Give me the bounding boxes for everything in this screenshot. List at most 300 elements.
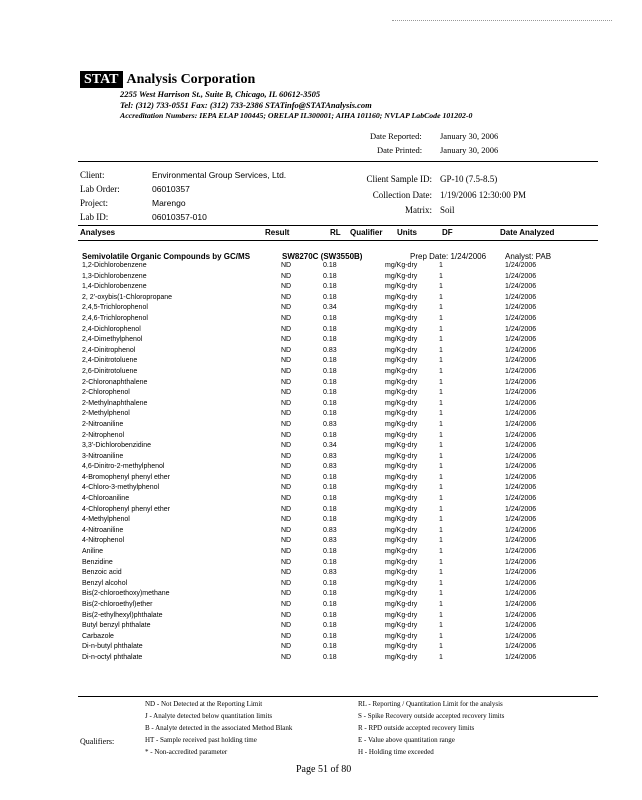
df-cell: 1 [439,632,443,640]
analyte-name: 4-Chlorophenyl phenyl ether [82,505,170,513]
result-cell: ND [281,590,292,598]
df-cell: 1 [439,272,443,280]
lab-order-label: Lab Order: [80,184,120,194]
analyte-name: 2-Chlorophenol [82,389,130,397]
analyte-name: 4-Methylphenol [82,516,130,524]
date-analyzed-cell: 1/24/2006 [505,346,537,354]
rl-cell: 0.18 [323,611,337,619]
result-cell: ND [281,420,292,428]
result-cell: ND [281,526,292,534]
result-cell: ND [281,389,292,397]
collection-date-label: Collection Date: [372,190,432,200]
units-cell: mg/Kg-dry [385,283,418,291]
result-cell: ND [281,410,292,418]
table-row [0,442,642,453]
client-label: Client: [80,170,105,180]
analyte-name: 2,4-Dinitrophenol [82,346,136,354]
rl-cell: 0.83 [323,346,337,354]
table-row [0,633,642,644]
df-cell: 1 [439,653,443,661]
analyte-name: Bis(2-chloroethyl)ether [82,601,153,608]
result-cell: ND [281,431,292,439]
date-analyzed-cell: 1/24/2006 [505,336,537,344]
table-header-rule [78,240,598,241]
rl-cell: 0.18 [323,643,337,651]
analyte-name: Aniline [82,548,104,556]
analyte-name: Butyl benzyl phthalate [82,622,151,630]
date-analyzed-cell: 1/24/2006 [505,537,537,545]
col-analyses: Analyses [80,228,116,237]
df-cell: 1 [439,262,443,269]
analyte-name: 4-Nitroaniline [82,526,124,534]
result-cell: ND [281,611,292,619]
analyte-name: 3,3'-Dichlorobenzidine [82,442,152,450]
table-row [0,368,642,379]
df-cell: 1 [439,495,443,503]
collection-date-value: 1/19/2006 12:30:00 PM [440,190,527,200]
rl-cell: 0.18 [323,516,337,524]
company-contact: Tel: (312) 733-0551 Fax: (312) 733-2386 STATinfo@STATAnalysis.com [120,100,372,110]
table-row [0,389,642,400]
date-analyzed-cell: 1/24/2006 [505,357,537,365]
company-accreditation: Accreditation Numbers: IEPA ELAP 100445; ORELAP IL300001; AIHA 101160; NVLAP LabCode 101202-0 [120,111,473,120]
analyte-name: 2,4,5-Trichlorophenol [82,304,148,312]
date-analyzed-cell: 1/24/2006 [505,410,537,418]
units-cell: mg/Kg-dry [385,548,418,556]
analyte-name: 3-Nitroaniline [82,452,124,460]
rl-cell: 0.18 [323,410,337,418]
analyte-name: Di-n-octyl phthalate [82,653,143,661]
df-cell: 1 [439,601,443,608]
units-cell: mg/Kg-dry [385,420,418,428]
rl-cell: 0.18 [323,357,337,365]
df-cell: 1 [439,558,443,566]
df-cell: 1 [439,526,443,534]
units-cell: mg/Kg-dry [385,601,418,608]
units-cell: mg/Kg-dry [385,357,418,365]
table-row [0,559,642,570]
table-row [0,590,642,601]
date-analyzed-cell: 1/24/2006 [505,632,537,640]
result-cell: ND [281,516,292,524]
units-cell: mg/Kg-dry [385,484,418,492]
result-cell: ND [281,579,292,587]
table-row [0,580,642,591]
table-row [0,654,642,665]
result-cell: ND [281,293,292,301]
units-cell: mg/Kg-dry [385,579,418,587]
result-cell: ND [281,473,292,481]
result-cell: ND [281,569,292,577]
result-cell: ND [281,601,292,608]
table-row [0,294,642,305]
table-row [0,304,642,315]
analyte-name: 2-Methylphenol [82,410,130,418]
df-cell: 1 [439,590,443,598]
qualifier-right-0: RL - Reporting / Quantitation Limit for the analysis [358,700,503,708]
date-analyzed-cell: 1/24/2006 [505,653,537,661]
units-cell: mg/Kg-dry [385,516,418,524]
lab-id-value: 06010357-010 [152,212,207,222]
date-analyzed-cell: 1/24/2006 [505,314,537,322]
date-analyzed-cell: 1/24/2006 [505,262,537,269]
units-cell: mg/Kg-dry [385,336,418,344]
df-cell: 1 [439,484,443,492]
analyte-name: 4-Nitrophenol [82,537,125,545]
col-units: Units [397,228,417,237]
result-cell: ND [281,653,292,661]
analyte-name: Bis(2-ethylhexyl)phthalate [82,611,163,619]
analyte-name: 2, 2'-oxybis(1-Chloropropane [82,293,173,301]
qualifier-left-3: HT - Sample received past holding time [145,736,257,744]
header-divider [78,161,598,162]
date-analyzed-cell: 1/24/2006 [505,622,537,630]
rl-cell: 0.18 [323,484,337,492]
date-analyzed-cell: 1/24/2006 [505,325,537,333]
date-analyzed-cell: 1/24/2006 [505,420,537,428]
units-cell: mg/Kg-dry [385,293,418,301]
result-cell: ND [281,548,292,556]
df-cell: 1 [439,389,443,397]
rl-cell: 0.18 [323,495,337,503]
units-cell: mg/Kg-dry [385,643,418,651]
units-cell: mg/Kg-dry [385,463,418,471]
date-analyzed-cell: 1/24/2006 [505,293,537,301]
df-cell: 1 [439,399,443,407]
date-analyzed-cell: 1/24/2006 [505,643,537,651]
units-cell: mg/Kg-dry [385,399,418,407]
rl-cell: 0.83 [323,537,337,545]
company-name: Analysis Corporation [126,71,256,87]
analyte-name: Benzoic acid [82,569,122,577]
table-row [0,612,642,623]
df-cell: 1 [439,410,443,418]
result-cell: ND [281,643,292,651]
units-cell: mg/Kg-dry [385,569,418,577]
project-label: Project: [80,198,108,208]
prep-date: Prep Date: 1/24/2006 [410,252,487,261]
matrix-label: Matrix: [405,205,432,215]
col-date-analyzed: Date Analyzed [500,228,555,237]
table-row [0,273,642,284]
units-cell: mg/Kg-dry [385,473,418,481]
rl-cell: 0.18 [323,272,337,280]
analyte-name: Carbazole [82,632,114,640]
units-cell: mg/Kg-dry [385,367,418,375]
date-analyzed-cell: 1/24/2006 [505,378,537,386]
analyte-name: 2-Chloronaphthalene [82,378,148,386]
units-cell: mg/Kg-dry [385,272,418,280]
table-row [0,643,642,654]
matrix-value: Soil [440,205,455,215]
analyte-name: Di-n-butyl phthalate [82,643,143,651]
table-row [0,495,642,506]
qualifier-right-3: E - Value above quantitation range [358,736,455,744]
rl-cell: 0.18 [323,378,337,386]
date-analyzed-cell: 1/24/2006 [505,442,537,450]
result-cell: ND [281,378,292,386]
date-analyzed-cell: 1/24/2006 [505,601,537,608]
df-cell: 1 [439,505,443,513]
units-cell: mg/Kg-dry [385,262,418,269]
col-result: Result [265,228,290,237]
method-code: SW8270C (SW3550B) [282,252,363,261]
df-cell: 1 [439,314,443,322]
table-row [0,347,642,358]
qualifiers-label: Qualifiers: [80,737,115,746]
table-row [0,400,642,411]
df-cell: 1 [439,452,443,460]
analyte-name: 1,2-Dichlorobenzene [82,262,147,269]
rl-cell: 0.18 [323,399,337,407]
result-cell: ND [281,558,292,566]
date-analyzed-cell: 1/24/2006 [505,516,537,524]
rl-cell: 0.18 [323,590,337,598]
table-row [0,453,642,464]
df-cell: 1 [439,473,443,481]
units-cell: mg/Kg-dry [385,304,418,312]
company-logo [80,71,255,88]
rl-cell: 0.18 [323,325,337,333]
analyte-name: 4,6-Dinitro-2-methylphenol [82,463,165,471]
analyte-name: 2,4-Dimethylphenol [82,336,143,344]
qualifier-left-4: * - Non-accredited parameter [145,748,228,756]
date-printed-value: January 30, 2006 [440,145,499,155]
result-cell: ND [281,505,292,513]
table-row [0,548,642,559]
units-cell: mg/Kg-dry [385,389,418,397]
date-analyzed-cell: 1/24/2006 [505,590,537,598]
logo-mark: STAT [80,71,123,88]
qualifier-right-4: H - Holding time exceeded [358,748,434,756]
analyte-name: 2-Nitroaniline [82,420,124,428]
client-sample-value: GP-10 (7.5-8.5) [440,174,498,184]
result-cell: ND [281,283,292,291]
date-reported-value: January 30, 2006 [440,131,499,141]
rl-cell: 0.18 [323,601,337,608]
result-cell: ND [281,463,292,471]
client-sample-label: Client Sample ID: [366,174,432,184]
date-analyzed-cell: 1/24/2006 [505,452,537,460]
qualifier-right-1: S - Spike Recovery outside accepted recovery limits [358,712,505,720]
df-cell: 1 [439,336,443,344]
df-cell: 1 [439,357,443,365]
date-analyzed-cell: 1/24/2006 [505,283,537,291]
rl-cell: 0.18 [323,283,337,291]
df-cell: 1 [439,431,443,439]
company-address: 2255 West Harrison St., Suite B, Chicago, IL 60612-3505 [120,89,321,99]
table-row [0,474,642,485]
analyte-name: 1,3-Dichlorobenzene [82,272,147,280]
result-cell: ND [281,357,292,365]
units-cell: mg/Kg-dry [385,431,418,439]
qualifier-left-0: ND - Not Detected at the Reporting Limit [145,700,263,708]
table-row [0,315,642,326]
df-cell: 1 [439,325,443,333]
rl-cell: 0.18 [323,336,337,344]
result-cell: ND [281,367,292,375]
table-row [0,379,642,390]
col-rl: RL [330,228,341,237]
rl-cell: 0.18 [323,389,337,397]
table-top-rule [78,225,598,226]
analyte-name: 2-Methylnaphthalene [82,399,148,407]
table-row [0,622,642,633]
table-row [0,484,642,495]
analyte-name: 4-Chloro-3-methylphenol [82,484,160,492]
result-cell: ND [281,346,292,354]
table-row [0,410,642,421]
analyte-name: 1,4-Dichlorobenzene [82,283,147,291]
rl-cell: 0.18 [323,314,337,322]
scan-artifact-line [392,20,612,21]
units-cell: mg/Kg-dry [385,526,418,534]
table-row [0,326,642,337]
result-cell: ND [281,537,292,545]
rl-cell: 0.18 [323,653,337,661]
date-analyzed-cell: 1/24/2006 [505,558,537,566]
rl-cell: 0.18 [323,579,337,587]
date-analyzed-cell: 1/24/2006 [505,611,537,619]
rl-cell: 0.18 [323,262,337,269]
analyte-name: Benzyl alcohol [82,579,128,587]
units-cell: mg/Kg-dry [385,410,418,418]
result-cell: ND [281,262,292,269]
qualifier-right-2: R - RPD outside accepted recovery limits [358,724,475,732]
table-row [0,537,642,548]
qualifier-left-2: B - Analyte detected in the associated Method Blank [145,724,293,732]
result-cell: ND [281,495,292,503]
df-cell: 1 [439,304,443,312]
units-cell: mg/Kg-dry [385,622,418,630]
rl-cell: 0.83 [323,526,337,534]
table-row [0,463,642,474]
date-printed-label: Date Printed: [377,145,423,155]
analyte-name: 2,6-Dinitrotoluene [82,367,138,375]
df-cell: 1 [439,420,443,428]
rl-cell: 0.83 [323,463,337,471]
analyte-name: 4-Chloroaniline [82,495,130,503]
analyst: Analyst: PAB [505,252,552,261]
table-bottom-rule [78,696,598,697]
analyte-name: 2,4-Dinitrotoluene [82,357,138,365]
units-cell: mg/Kg-dry [385,452,418,460]
date-analyzed-cell: 1/24/2006 [505,399,537,407]
project-value: Marengo [152,198,186,208]
table-row [0,601,642,612]
rl-cell: 0.18 [323,622,337,630]
result-cell: ND [281,484,292,492]
date-analyzed-cell: 1/24/2006 [505,473,537,481]
result-cell: ND [281,632,292,640]
date-analyzed-cell: 1/24/2006 [505,389,537,397]
date-analyzed-cell: 1/24/2006 [505,505,537,513]
rl-cell: 0.83 [323,452,337,460]
rl-cell: 0.18 [323,473,337,481]
date-analyzed-cell: 1/24/2006 [505,463,537,471]
rl-cell: 0.18 [323,505,337,513]
units-cell: mg/Kg-dry [385,442,418,450]
units-cell: mg/Kg-dry [385,505,418,513]
date-analyzed-cell: 1/24/2006 [505,367,537,375]
rl-cell: 0.18 [323,293,337,301]
rl-cell: 0.34 [323,442,337,450]
table-row [0,506,642,517]
date-reported-label: Date Reported: [370,131,422,141]
rl-cell: 0.34 [323,304,337,312]
rl-cell: 0.18 [323,558,337,566]
col-df: DF [442,228,453,237]
date-analyzed-cell: 1/24/2006 [505,431,537,439]
table-row [0,569,642,580]
units-cell: mg/Kg-dry [385,558,418,566]
rl-cell: 0.83 [323,420,337,428]
analyte-name: Bis(2-chloroethoxy)methane [82,590,170,598]
result-cell: ND [281,325,292,333]
df-cell: 1 [439,463,443,471]
col-qualifier: Qualifier [350,228,383,237]
table-row [0,516,642,527]
table-row [0,357,642,368]
df-cell: 1 [439,569,443,577]
df-cell: 1 [439,548,443,556]
df-cell: 1 [439,537,443,545]
table-row [0,432,642,443]
units-cell: mg/Kg-dry [385,325,418,333]
result-cell: ND [281,452,292,460]
units-cell: mg/Kg-dry [385,632,418,640]
df-cell: 1 [439,579,443,587]
date-analyzed-cell: 1/24/2006 [505,548,537,556]
df-cell: 1 [439,611,443,619]
table-row [0,336,642,347]
units-cell: mg/Kg-dry [385,611,418,619]
result-cell: ND [281,314,292,322]
analyte-name: 2,4,6-Trichlorophenol [82,314,148,322]
table-row [0,527,642,538]
result-cell: ND [281,336,292,344]
result-cell: ND [281,622,292,630]
table-row [0,262,642,273]
result-cell: ND [281,272,292,280]
df-cell: 1 [439,293,443,301]
df-cell: 1 [439,516,443,524]
table-row [0,421,642,432]
analyte-name: Benzidine [82,558,113,566]
df-cell: 1 [439,442,443,450]
df-cell: 1 [439,346,443,354]
lab-order-value: 06010357 [152,184,190,194]
method-name: Semivolatile Organic Compounds by GC/MS [82,252,251,261]
page-number: Page 51 of 80 [296,764,352,775]
qualifier-left-1: J - Analyte detected below quantitation limits [145,712,273,720]
units-cell: mg/Kg-dry [385,495,418,503]
date-analyzed-cell: 1/24/2006 [505,579,537,587]
df-cell: 1 [439,378,443,386]
table-row [0,283,642,294]
result-cell: ND [281,399,292,407]
rl-cell: 0.18 [323,367,337,375]
units-cell: mg/Kg-dry [385,590,418,598]
result-cell: ND [281,442,292,450]
df-cell: 1 [439,643,443,651]
units-cell: mg/Kg-dry [385,537,418,545]
df-cell: 1 [439,622,443,630]
date-analyzed-cell: 1/24/2006 [505,495,537,503]
rl-cell: 0.18 [323,431,337,439]
date-analyzed-cell: 1/24/2006 [505,304,537,312]
date-analyzed-cell: 1/24/2006 [505,272,537,280]
